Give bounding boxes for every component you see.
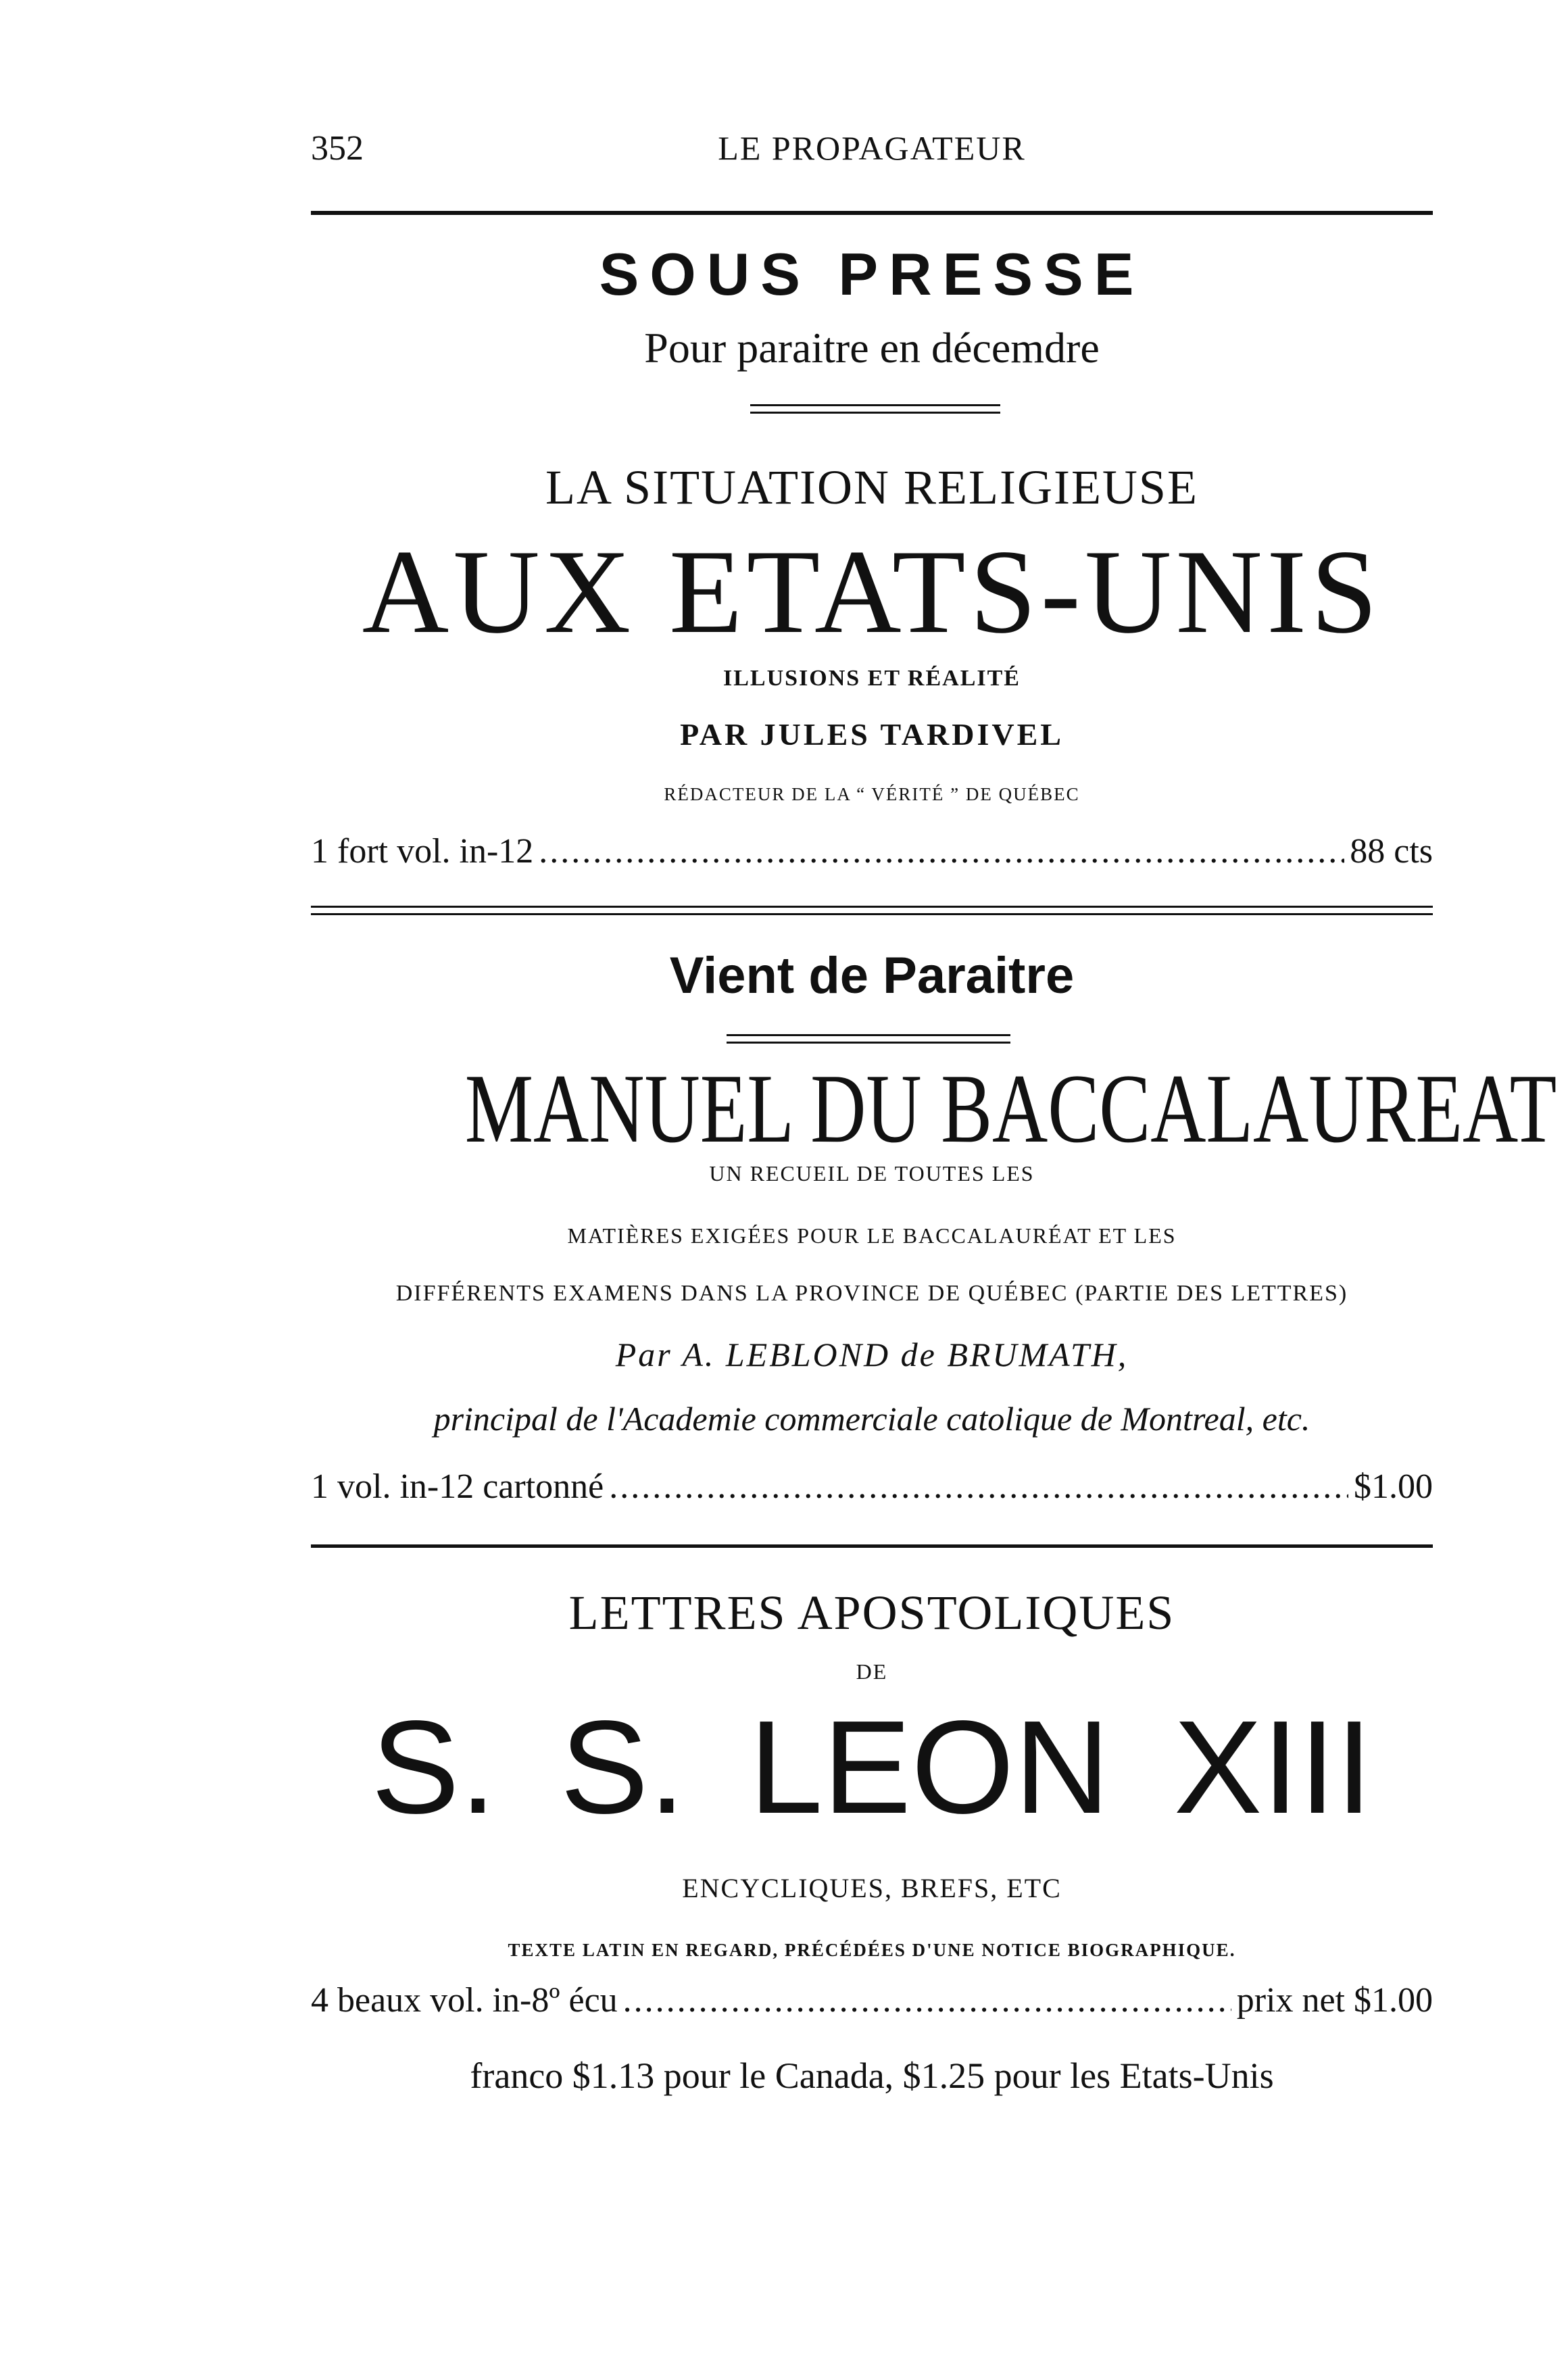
book2-format: 1 vol. in-12 cartonné: [311, 1467, 604, 1506]
book3-format: 4 beaux vol. in-8º écu: [311, 1981, 618, 2020]
leader-dots: [539, 831, 1344, 871]
book1-author: PAR JULES TARDIVEL: [680, 717, 1064, 752]
book1-price-line: [311, 831, 1433, 871]
book1-subtitle: ILLUSIONS ET RÉALITÉ: [723, 666, 1021, 691]
book2-author: Par A. LEBLOND de BRUMATH,: [615, 1336, 1129, 1373]
section-divider: [311, 1544, 1433, 1548]
vient-rule: [727, 1034, 1010, 1044]
book3-price: prix net $1.00: [1236, 1981, 1433, 2020]
running-head: [311, 128, 1433, 176]
sous-presse-heading: SOUS PRESSE: [599, 241, 1145, 308]
book3-shipping: franco $1.13 pour le Canada, $1.25 pour les Etats-Unis: [470, 2055, 1274, 2096]
book2-price: $1.00: [1354, 1467, 1433, 1506]
book2-title-wrap: [311, 1054, 1557, 1163]
book1-title-line1: LA SITUATION RELIGIEUSE: [545, 460, 1198, 514]
sous-presse-subheading: Pour paraitre en décemdre: [644, 324, 1100, 372]
book3-subtitle: ENCYCLIQUES, BREFS, ETC: [682, 1873, 1062, 1903]
sous-presse-rule: [750, 404, 1000, 414]
leader-dots: [623, 1980, 1231, 2020]
book2-author-role: principal de l'Academie commerciale catolique de Montreal, etc.: [433, 1400, 1310, 1438]
book3-title-line1: LETTRES APOSTOLIQUES: [568, 1586, 1175, 1640]
book3-note: TEXTE LATIN EN REGARD, PRÉCÉDÉES D'UNE NOTICE BIOGRAPHIQUE.: [508, 1940, 1236, 1960]
vient-heading: [311, 946, 1433, 1005]
book1-title-line2: AUX ETATS-UNIS: [362, 524, 1382, 658]
book2-title: MANUEL DU BACCALAUREAT: [464, 1054, 1557, 1163]
vient-heading-text: Vient de Paraitre: [669, 947, 1075, 1004]
book2-desc1: UN RECUEIL DE TOUTES LES: [709, 1161, 1035, 1186]
book1-format: 1 fort vol. in-12: [311, 832, 534, 871]
book1-price: 88 cts: [1350, 832, 1433, 871]
book3-title-line2: DE: [856, 1659, 888, 1684]
page-number: 352: [311, 129, 364, 168]
leader-dots: [609, 1467, 1348, 1507]
section-divider: [311, 906, 1433, 915]
book2-price-line: [311, 1467, 1433, 1507]
running-title: LE PROPAGATEUR: [718, 129, 1026, 167]
book2-desc3: DIFFÉRENTS EXAMENS DANS LA PROVINCE DE QUÉBEC (PARTIE DES LETTRES): [395, 1281, 1348, 1306]
header-rule: [311, 211, 1433, 215]
book2-desc2: MATIÈRES EXIGÉES POUR LE BACCALAURÉAT ET LES: [567, 1223, 1177, 1248]
book1-author-role: RÉDACTEUR DE LA “ VÉRITÉ ” DE QUÉBEC: [664, 784, 1080, 804]
book3-price-line: [311, 1980, 1433, 2020]
book3-title-line3: S. S. LEON XIII: [371, 1693, 1373, 1841]
